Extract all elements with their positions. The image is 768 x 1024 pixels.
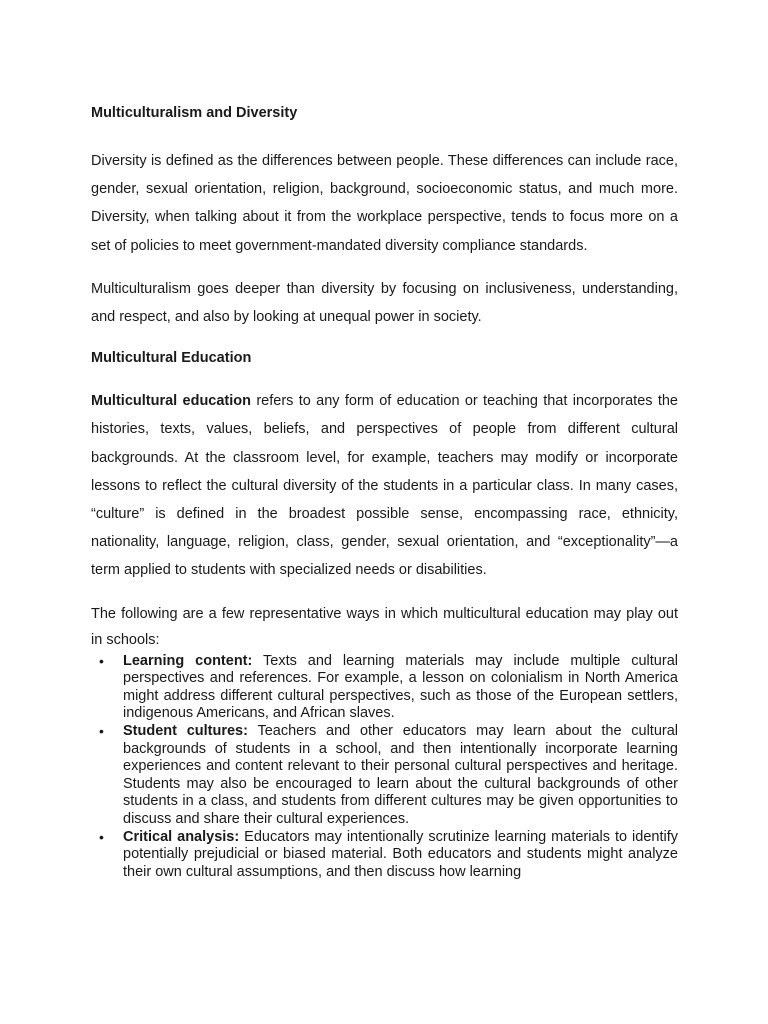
paragraph-text: refers to any form of education or teaching that incorporates the histories, texts, values, beliefs, and perspectives of people from different cultural backgrounds. At the classroom level, for example, teachers may modify or incorporate lessons to reflect the cultural diversity of the students in a particular class. In many cases, “culture” is defined in the broadest possible sense, encompassing race, ethnicity, nationality, language, religion, class, gender, sexual orientation, and “exceptionality”—a term applied to students with specialized needs or disabilities. [91, 393, 679, 579]
list-item [91, 653, 678, 723]
list-item [91, 829, 678, 882]
list-item [91, 723, 678, 829]
document-page [91, 103, 678, 881]
bullet-icon: • [99, 723, 104, 740]
section-heading-multiculturalism: Multiculturalism and Diversity [91, 105, 298, 121]
list-item-text: Educators may intentionally scrutinize learning materials to identify potentially prejudicial or biased material. Both educators and students might analyze their own cultural assumptions, and then discuss how learning [123, 828, 678, 880]
bold-term: Multicultural education [91, 393, 252, 410]
bullet-list [91, 653, 678, 882]
paragraph-multicultural-education [91, 387, 678, 584]
paragraph-multiculturalism: Multiculturalism goes deeper than diversity by focusing on inclusiveness, understanding, and respect, and also by looking at unequal power in society. [91, 280, 678, 326]
bullet-icon: • [99, 828, 104, 845]
list-item-term: Critical analysis: [123, 828, 240, 845]
paragraph-list-intro: The following are a few representative ways in which multicultural education may play out in schools: [91, 605, 678, 648]
list-item-term: Learning content: [123, 652, 253, 669]
section-heading-multicultural-education: Multicultural Education [91, 350, 252, 367]
bullet-icon: • [99, 652, 104, 669]
paragraph-diversity-definition: Diversity is defined as the differences between people. These differences can include race, gender, sexual orientation, religion, background, socioeconomic status, and much more. Diversity, when talking about it from the workplace perspective, tends to focus more on a set of policies to meet government-mandated diversity compliance standards. [91, 153, 678, 254]
list-item-text: Teachers and other educators may learn about the cultural backgrounds of students in a school, and then intentionally incorporate learning experiences and content relevant to their personal cultural perspectives and heritage. Students may also be encouraged to learn about the cultural backgrounds of other students in a class, and students from different cultures may be given opportunities to discuss and share their cultural experiences. [123, 723, 678, 827]
list-item-term: Student cultures: [123, 723, 248, 740]
list-item-text: Texts and learning materials may include multiple cultural perspectives and references. For example, a lesson on colonialism in North America might address different cultural perspectives, such as those of the European settlers, indigenous Americans, and African slaves. [123, 652, 678, 722]
